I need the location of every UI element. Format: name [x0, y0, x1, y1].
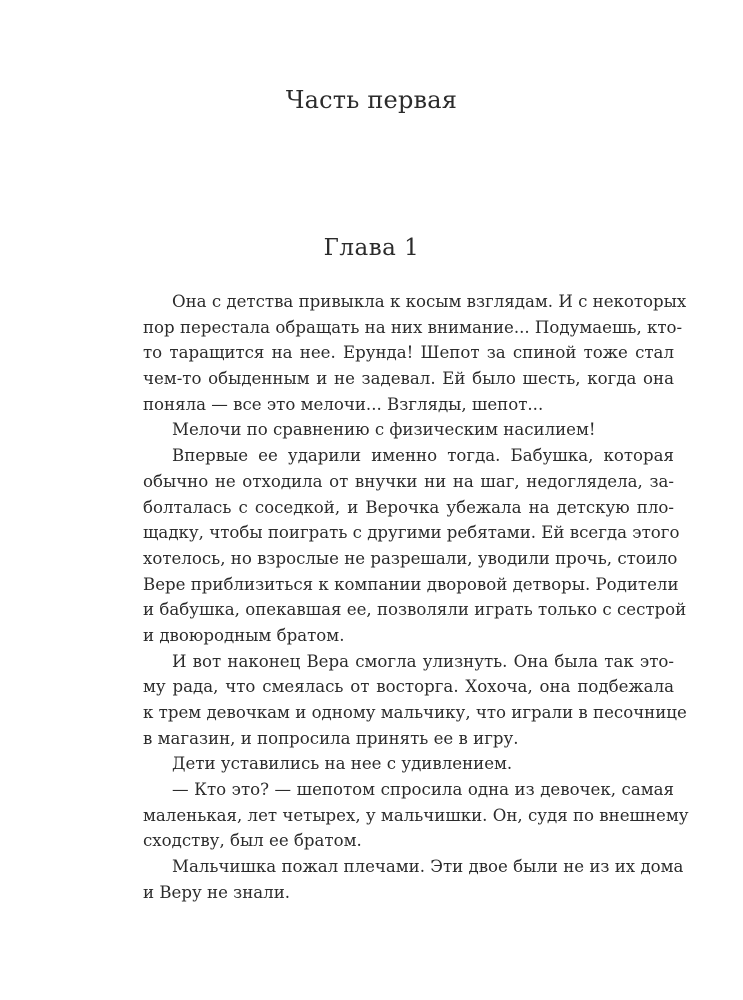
text-line: щадку, чтобы поиграть с другими ребятами. Ей всегда этого [143, 523, 680, 543]
chapter-body-text [143, 289, 689, 906]
text-line: то таращится на нее. Ерунда! Шепот за спиной тоже стал [143, 343, 674, 363]
text-line: Мальчишка пожал плечами. Эти двое были не из их дома [172, 857, 684, 877]
text-line: Она с детства привыкла к косым взглядам. И с некоторых [172, 292, 687, 311]
text-line: в магазин, и попросила принять ее в игру. [143, 728, 519, 748]
text-line: чем-то обыденным и не задевал. Ей было шесть, когда она [143, 369, 674, 389]
text-line: обычно не отходила от внучки ни на шаг, недоглядела, за- [143, 471, 674, 491]
text-line: Впервые ее ударили именно тогда. Бабушка, которая [172, 446, 674, 466]
text-line: поняла — все это мелочи... Взгляды, шепот... [143, 394, 544, 414]
text-line: к трем девочкам и одному мальчику, что играли в песочнице [143, 703, 687, 722]
part-title: Часть первая [285, 86, 458, 114]
text-line: сходству, был ее братом. [143, 831, 362, 851]
text-line: пор перестала обращать на них внимание... Подумаешь, кто- [143, 317, 683, 337]
text-line: Вере приблизиться к компании дворовой детворы. Родители [143, 574, 679, 594]
text-line: Мелочи по сравнению с физическим насилием! [172, 420, 596, 440]
text-line: — Кто это? — шепотом спросила одна из девочек, самая [172, 780, 674, 800]
text-line: и двоюродным братом. [143, 625, 345, 645]
text-line: му рада, что смеялась от восторга. Хохоча, она подбежала [143, 677, 674, 697]
text-line: болталась с соседкой, и Верочка убежала на детскую пло- [143, 497, 674, 517]
chapter-title: Глава 1 [323, 235, 420, 261]
text-line: Дети уставились на нее с удивлением. [172, 754, 513, 774]
text-line: и бабушка, опекавшая ее, позволяли играть только с сестрой [143, 600, 687, 620]
text-line: и Веру не знали. [143, 882, 291, 902]
text-line: хотелось, но взрослые не разрешали, уводили прочь, стоило [143, 548, 678, 568]
text-line: И вот наконец Вера смогла улизнуть. Она была так это- [172, 651, 674, 671]
text-line: маленькая, лет четырех, у мальчишки. Он, судя по внешнему [143, 805, 689, 825]
